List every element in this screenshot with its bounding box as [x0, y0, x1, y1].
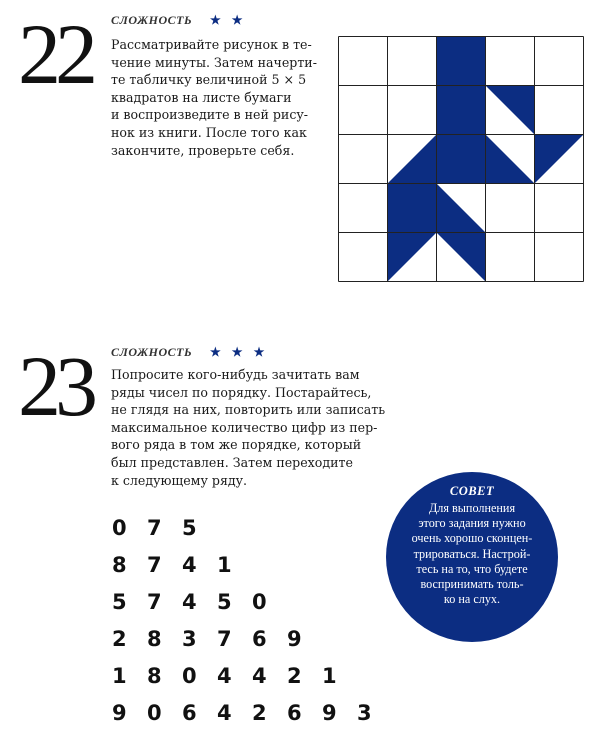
instruction-line: Рассматривайте рисунок в те-	[111, 37, 312, 52]
digit: 5	[217, 590, 232, 614]
number-row	[112, 701, 392, 738]
instruction-line: и воспроизведите в ней рису-	[111, 107, 309, 123]
digit: 7	[147, 553, 162, 577]
instruction-line: те табличку величиной 5 × 5	[111, 72, 307, 88]
digit: 0	[147, 701, 162, 725]
difficulty-label-22	[111, 13, 247, 28]
difficulty-stars: ★ ★	[210, 13, 247, 27]
digit: 5	[182, 516, 197, 540]
digit: 7	[147, 516, 162, 540]
tip-line: этого задания нужно	[418, 516, 526, 531]
instruction-line: Попросите кого-нибудь зачитать вам	[111, 367, 360, 382]
digit: 9	[322, 701, 337, 725]
digit: 2	[287, 664, 302, 688]
digit: 1	[112, 664, 127, 688]
grid-filled-shape	[388, 233, 437, 282]
puzzle-22-instructions	[111, 36, 317, 159]
grid-filled-shape	[437, 233, 486, 282]
digit: 8	[147, 664, 162, 688]
difficulty-stars: ★ ★ ★	[210, 345, 269, 359]
instruction-line: не глядя на них, повторить или записать	[111, 402, 386, 418]
digit: 3	[357, 701, 372, 725]
grid-filled-shape	[437, 86, 486, 135]
grid-filled-shape	[437, 184, 486, 233]
instruction-line: квадратов на листе бумаги	[111, 89, 292, 105]
digit: 0	[182, 664, 197, 688]
difficulty-label-23	[111, 345, 268, 360]
grid-filled-shape	[437, 37, 486, 86]
digit: 4	[182, 553, 197, 577]
digit: 7	[147, 590, 162, 614]
instruction-line: закончите, проверьте себя.	[111, 142, 295, 158]
digit: 8	[147, 627, 162, 651]
number-rows	[112, 516, 392, 738]
digit: 2	[112, 627, 127, 651]
grid-filled-shape	[388, 184, 437, 233]
digit: 9	[287, 627, 302, 651]
digit: 1	[217, 553, 232, 577]
grid-filled-shape	[486, 135, 535, 184]
number-row	[112, 553, 392, 590]
grid-filled-shape	[388, 135, 437, 184]
puzzle-number-22: 22	[18, 6, 92, 102]
puzzle-number-23: 23	[18, 338, 92, 434]
puzzle-22-grid	[338, 36, 586, 282]
digit: 6	[252, 627, 267, 651]
number-row	[112, 664, 392, 701]
number-row	[112, 590, 392, 627]
digit: 1	[322, 664, 337, 688]
digit: 4	[252, 664, 267, 688]
grid-filled-shape	[535, 135, 584, 184]
digit: 6	[287, 701, 302, 725]
grid-filled-shape	[486, 86, 535, 135]
tip-circle	[386, 472, 558, 642]
digit: 5	[112, 590, 127, 614]
instruction-line: ряды чисел по порядку. Постарайтесь,	[111, 384, 372, 400]
tip-line: ко на слух.	[443, 592, 501, 607]
digit: 9	[112, 701, 127, 725]
digit: 4	[217, 664, 232, 688]
tip-line: тесь на то, что будете	[416, 561, 528, 576]
tip-line: Для выполнения	[428, 501, 516, 515]
digit: 8	[112, 553, 127, 577]
instruction-line: к следующему ряду.	[111, 472, 248, 488]
digit: 7	[217, 627, 232, 651]
tip-line: воспринимать толь-	[420, 577, 524, 592]
difficulty-text: СЛОЖНОСТЬ	[111, 13, 193, 27]
tip-line: трироваться. Настрой-	[413, 546, 531, 561]
digit: 2	[252, 701, 267, 725]
instruction-line: максимальное количество цифр из пер-	[111, 419, 378, 435]
grid-filled-shape	[437, 135, 486, 184]
digit: 3	[182, 627, 197, 651]
puzzle-23-instructions	[111, 366, 385, 489]
digit: 6	[182, 701, 197, 725]
instruction-line: вого ряда в том же порядке, который	[111, 437, 362, 453]
instruction-line: чение минуты. Затем начерти-	[111, 54, 317, 70]
tip-title: СОВЕТ	[449, 484, 495, 498]
tip-line: очень хорошо сконцен-	[411, 531, 533, 546]
number-row	[112, 627, 392, 664]
instruction-line: был представлен. Затем переходите	[111, 454, 353, 470]
difficulty-text: СЛОЖНОСТЬ	[111, 345, 193, 359]
tip-text	[386, 501, 558, 607]
digit: 0	[252, 590, 267, 614]
instruction-line: нок из книги. После того как	[111, 124, 307, 140]
number-row	[112, 516, 392, 553]
digit: 4	[217, 701, 232, 725]
digit: 0	[112, 516, 127, 540]
digit: 4	[182, 590, 197, 614]
